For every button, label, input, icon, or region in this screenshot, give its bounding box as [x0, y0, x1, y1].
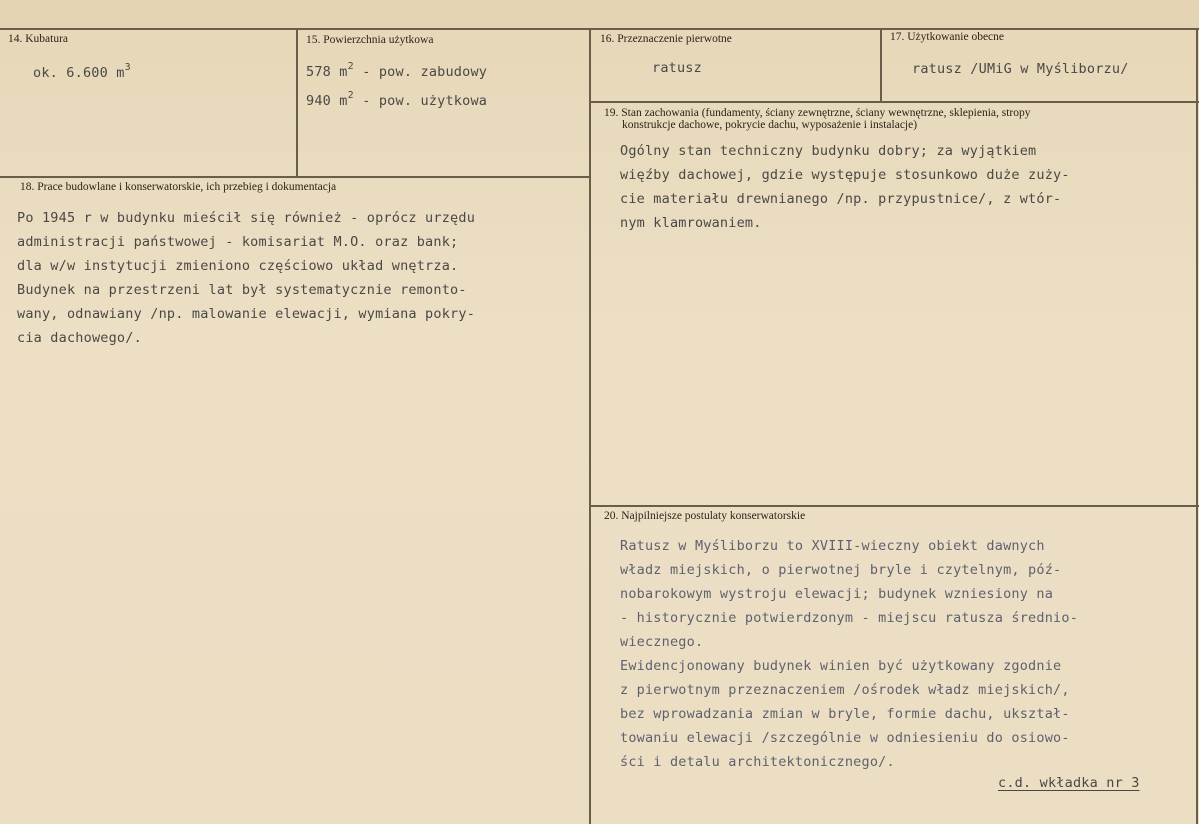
field-20-label: 20. Najpilniejsze postulaty konserwatorskie: [604, 510, 806, 522]
field-15-line-1-rest: - pow. zabudowy: [353, 64, 488, 80]
field-20-line: - historycznie potwierdzonym - miejscu ratusza średnio-: [620, 610, 1079, 626]
field-15-line-2-num: 940 m: [306, 93, 348, 109]
field-19-label-line2: konstrukcje dachowe, pokrycie dachu, wyposażenie i instalacje): [622, 119, 918, 131]
field-20-line: Ratusz w Myśliborzu to XVIII-wieczny obiekt dawnych: [620, 538, 1045, 554]
field-17-label: 17. Użytkowanie obecne: [890, 31, 1005, 43]
field-20-line: z pierwotnym przeznaczeniem /ośrodek władz miejskich/,: [620, 682, 1070, 698]
field-19-label-line1: 19. Stan zachowania (fundamenty, ściany zewnętrzne, ściany wewnętrzne, sklepienia, stropy: [604, 107, 1031, 119]
field-18-line: Po 1945 r w budynku mieścił się również - oprócz urzędu: [17, 210, 476, 226]
field-20-line: wiecznego.: [620, 634, 704, 650]
field-15-line-2: [306, 84, 487, 113]
field-18-line: wany, odnawiany /np. malowanie elewacji, wymiana pokry-: [17, 306, 476, 322]
field-20-line: towaniu elewacji /szczególnie w odniesieniu do osiowo-: [620, 730, 1070, 746]
field-14-label: 14. Kubatura: [8, 33, 69, 45]
field-14-value: [33, 56, 131, 85]
field-16-value: ratusz: [652, 60, 702, 76]
field-20-line: Ewidencjonowany budynek winien być użytkowany zgodnie: [620, 658, 1062, 674]
field-15-line-2-rest: - pow. użytkowa: [353, 93, 488, 109]
field-19-line: Ogólny stan techniczny budynku dobry; za wyjątkiem: [620, 143, 1037, 159]
field-18-line: administracji państwowej - komisariat M.O. oraz bank;: [17, 234, 459, 250]
rule-row1-left: [0, 176, 590, 178]
field-20-line: bez wprowadzania zmian w bryle, formie dachu, ukształ-: [620, 706, 1070, 722]
field-20-text: [620, 534, 1078, 774]
field-14-value-sup: 3: [124, 62, 131, 73]
field-20-line: ści i detalu architektonicznego/.: [620, 754, 895, 770]
field-15-line-2-sup: 2: [347, 90, 354, 101]
continuation-note: c.d. wkładka nr 3: [998, 775, 1140, 791]
field-15-value: [306, 55, 487, 113]
field-19-line: nym klamrowaniem.: [620, 215, 762, 231]
rule-f20-top: [590, 505, 1199, 507]
field-18-line: Budynek na przestrzeni lat był systematycznie remonto-: [17, 282, 467, 298]
field-20-line: władz miejskich, o pierwotnej bryle i czytelnym, póź-: [620, 562, 1062, 578]
field-18-label: 18. Prace budowlane i konserwatorskie, ich przebieg i dokumentacja: [20, 181, 337, 193]
field-15-line-1-sup: 2: [347, 61, 354, 72]
field-17-value: ratusz /UMiG w Myśliborzu/: [912, 61, 1129, 77]
field-14-value-main: ok. 6.600 m: [33, 65, 125, 81]
field-20-line: nobarokowym wystroju elewacji; budynek wzniesiony na: [620, 586, 1054, 602]
top-band: [0, 0, 1199, 28]
rule-v-590: [589, 29, 591, 824]
field-19-line: więźby dachowej, gdzie występuje stosunkowo duże zuży-: [620, 167, 1070, 183]
rule-v-296: [296, 29, 298, 178]
field-18-line: dla w/w instytucji zmieniono częściowo układ wnętrza.: [17, 258, 459, 274]
field-19-text: [620, 139, 1070, 235]
rule-top: [0, 28, 1199, 30]
field-15-line-1: [306, 55, 487, 84]
field-19-line: cie materiału drewnianego /np. przypustnice/, z wtór-: [620, 191, 1062, 207]
field-16-label: 16. Przeznaczenie pierwotne: [600, 33, 732, 45]
rule-row1-right: [590, 101, 1199, 103]
rule-v-right: [1196, 29, 1198, 824]
field-15-line-1-num: 578 m: [306, 64, 348, 80]
rule-v-880: [880, 29, 882, 102]
field-18-line: cia dachowego/.: [17, 330, 142, 346]
field-15-label: 15. Powierzchnia użytkowa: [306, 34, 434, 46]
field-18-text: [17, 206, 475, 350]
